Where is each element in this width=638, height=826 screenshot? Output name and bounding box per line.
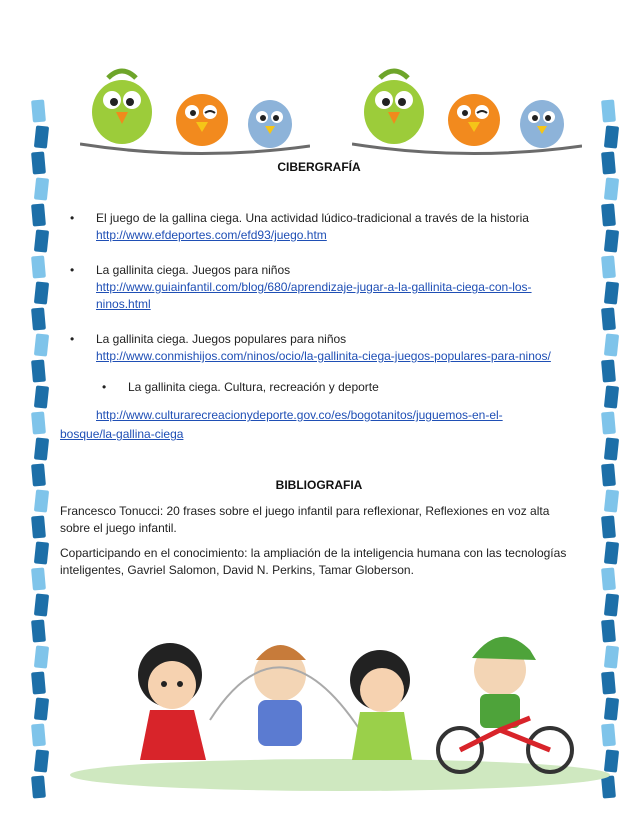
border-tile (34, 541, 49, 564)
item-link-continued[interactable]: bosque/la-gallina-ciega (60, 427, 184, 441)
border-tile (31, 567, 46, 590)
border-tile (34, 229, 49, 252)
green-bird-icon (364, 71, 424, 144)
list-item (102, 379, 608, 396)
border-tile (31, 99, 46, 122)
item-title: El juego de la gallina ciega. Una actividad lúdico-tradicional a través de la historia (96, 211, 529, 225)
border-tile (31, 203, 46, 226)
item-link-continued[interactable]: ninos.html (96, 297, 151, 311)
green-bird-icon (92, 71, 152, 144)
border-tile (34, 333, 49, 356)
list-item (70, 331, 616, 365)
border-tile (604, 281, 619, 304)
border-tile (34, 281, 49, 304)
border-tile (31, 255, 46, 278)
item-title: La gallinita ciega. Juegos populares para niños (96, 332, 347, 346)
border-tile (31, 411, 46, 434)
border-tile (601, 515, 616, 538)
border-tile (34, 385, 49, 408)
orange-bird-icon (176, 94, 228, 146)
border-tile (31, 775, 46, 798)
border-tile (604, 177, 619, 200)
birds-illustration-left (80, 62, 310, 172)
bullet-icon: • (70, 263, 75, 277)
border-tile (34, 749, 49, 772)
left-tile-border (32, 100, 48, 806)
border-tile (34, 437, 49, 460)
item-link[interactable]: http://www.conmishijos.com/ninos/ocio/la-gallinita-ciega-juegos-populares-para-ninos/ (96, 349, 551, 363)
border-tile (34, 177, 49, 200)
cibergrafia-heading: CIBERGRAFÍA (277, 160, 361, 174)
border-tile (31, 723, 46, 746)
border-tile (34, 593, 49, 616)
orange-bird-icon (448, 94, 500, 146)
item-link[interactable]: http://www.efdeportes.com/efd93/juego.htm (96, 228, 327, 242)
border-tile (34, 697, 49, 720)
item-link[interactable]: http://www.culturarecreacionydeporte.gov.co/es/bogotanitos/juguemos-en-el- (96, 408, 503, 422)
girl-green-dress-icon (350, 650, 412, 760)
blue-bird-icon (248, 100, 292, 148)
border-tile (31, 307, 46, 330)
border-tile (31, 359, 46, 382)
bullet-icon: • (102, 380, 107, 394)
item-title: La gallinita ciega. Juegos para niños (96, 263, 291, 277)
border-tile (601, 99, 616, 122)
bibliography-entry: Francesco Tonucci: 20 frases sobre el juego infantil para reflexionar, Reflexiones en voz alta sobre el juego infantil. (60, 504, 550, 535)
girl-jump-rope-icon (210, 645, 360, 746)
border-tile (601, 307, 616, 330)
children-playing-illustration (60, 600, 620, 800)
border-tile (604, 541, 619, 564)
border-tile (31, 619, 46, 642)
list-item (70, 210, 596, 244)
bullet-icon: • (70, 332, 75, 346)
list-item (70, 262, 596, 313)
bibliografia-heading: BIBLIOGRAFIA (275, 478, 363, 492)
border-tile (601, 203, 616, 226)
border-tile (34, 125, 49, 148)
boy-on-bike-icon (438, 637, 572, 772)
border-tile (604, 229, 619, 252)
border-tile (601, 567, 616, 590)
border-tile (604, 437, 619, 460)
border-tile (31, 515, 46, 538)
blue-bird-icon (520, 100, 564, 148)
bullet-icon: • (70, 211, 75, 225)
list-item-link-block (60, 406, 590, 444)
girl-red-dress-icon (138, 643, 206, 760)
border-tile (34, 645, 49, 668)
bibliography-entry: Coparticipando en el conocimiento: la ampliación de la inteligencia humana con las tecnologías inteligentes, Gavriel Salomon, David N. Perkins, Tamar Globerson. (60, 546, 567, 577)
border-tile (604, 489, 619, 512)
border-tile (34, 489, 49, 512)
border-tile (604, 125, 619, 148)
border-tile (601, 255, 616, 278)
birds-illustration-right (352, 62, 582, 172)
item-title: La gallinita ciega. Cultura, recreación y deporte (128, 380, 379, 394)
border-tile (601, 411, 616, 434)
border-tile (31, 671, 46, 694)
item-link[interactable]: http://www.guiainfantil.com/blog/680/aprendizaje-jugar-a-la-gallinita-ciega-con-los- (96, 280, 532, 294)
